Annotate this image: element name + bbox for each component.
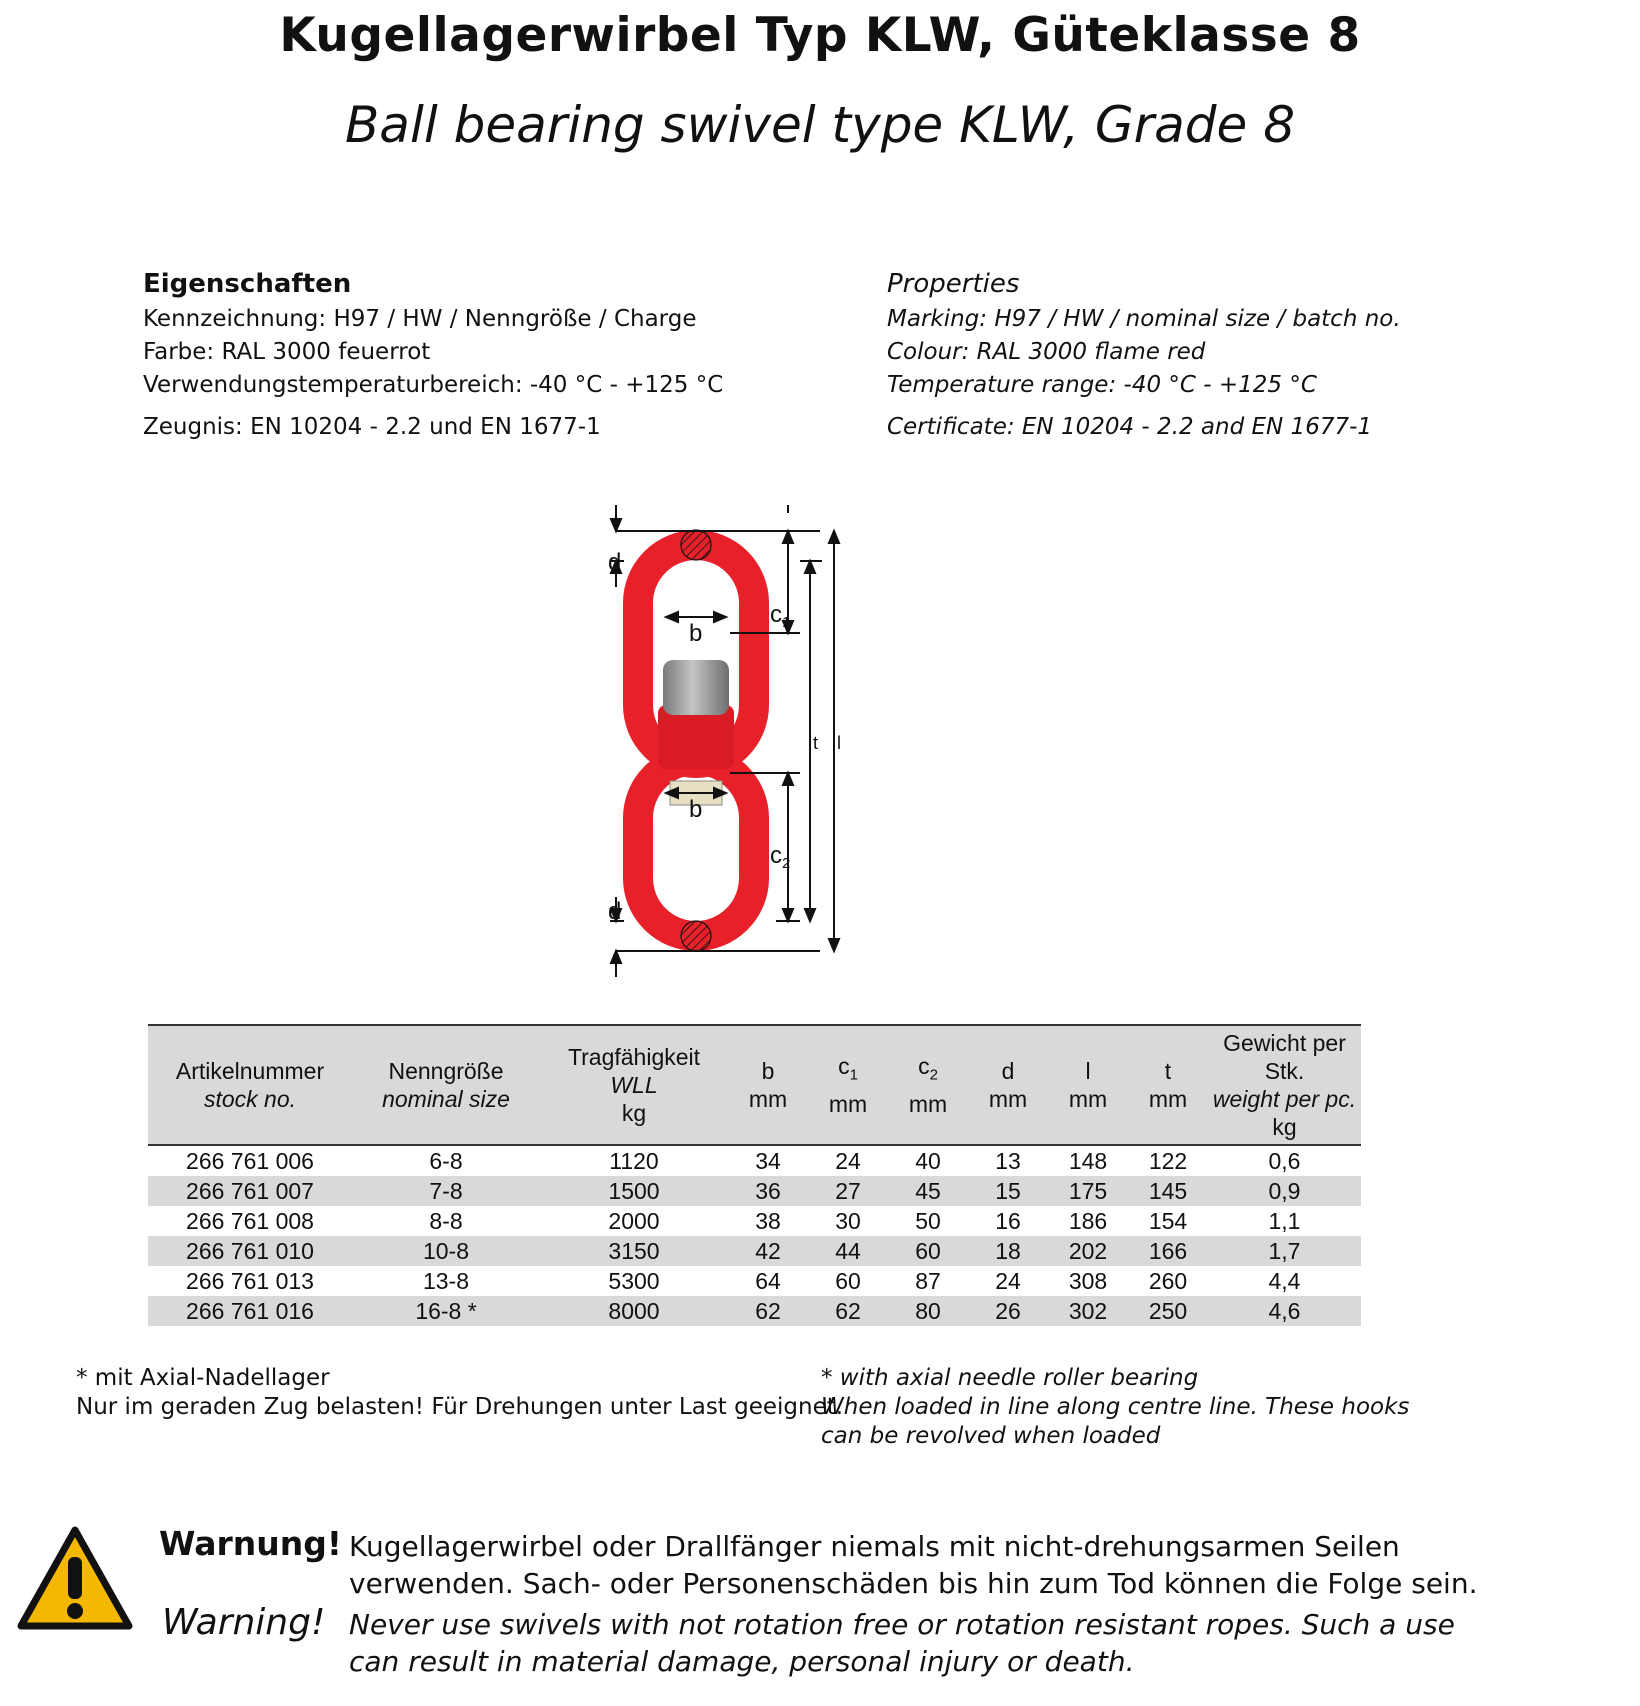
table-cell: 166 xyxy=(1148,1238,1188,1264)
label-b-upper: b xyxy=(689,620,703,647)
table-cell: 80 xyxy=(915,1298,941,1324)
warning-text-de: Kugellagerwirbel oder Drallfänger niemals mit nicht-drehungsarmen Seilen verwenden. Sach- oder Personenschäden bis hin zum Tod können die Folge sein. xyxy=(349,1530,1478,1600)
header-nominal-size: Nenngröße nominal size xyxy=(382,1058,510,1112)
table-cell: 18 xyxy=(995,1238,1021,1264)
table-cell: 145 xyxy=(1148,1178,1188,1204)
table-cell: 266 761 006 xyxy=(186,1148,314,1174)
page-title: Kugellagerwirbel Typ KLW, Güteklasse 8 xyxy=(279,8,1361,63)
table-cell: 10-8 xyxy=(422,1238,470,1264)
table-row xyxy=(148,1266,1361,1296)
table-cell: 60 xyxy=(835,1268,861,1294)
table-cell: 148 xyxy=(1068,1148,1108,1174)
table-cell: 15 xyxy=(995,1178,1021,1204)
label-b-lower: b xyxy=(689,796,703,823)
table-cell: 16-8 * xyxy=(415,1298,477,1324)
page-subtitle: Ball bearing swivel type KLW, Grade 8 xyxy=(345,96,1295,154)
table-cell: 0,6 xyxy=(1268,1148,1301,1174)
table-cell: 250 xyxy=(1148,1298,1188,1324)
warning-triangle-icon xyxy=(16,1525,134,1631)
table-cell: 8000 xyxy=(608,1298,660,1324)
table-cell: 16 xyxy=(995,1208,1021,1234)
warning-label-en: Warning! xyxy=(162,1602,326,1643)
header-stock-no: Artikelnummer stock no. xyxy=(175,1058,325,1112)
usage-note-de: Nur im geraden Zug belasten! Für Drehungen unter Last geeignet. xyxy=(76,1394,844,1420)
table-cell: 7-8 xyxy=(429,1178,463,1204)
label-c2: $c_2$ xyxy=(770,842,791,872)
table-row xyxy=(148,1236,1361,1266)
properties-heading-de: Eigenschaften xyxy=(143,269,352,299)
usage-note-en: When loaded in line along centre line. These hooks can be revolved when loaded xyxy=(821,1394,1410,1449)
table-cell: 266 761 007 xyxy=(186,1178,314,1204)
notes-de xyxy=(76,1364,843,1422)
temperature-de: Verwendungstemperaturbereich: -40 °C - +125 °C xyxy=(143,372,724,398)
table-cell: 40 xyxy=(915,1148,941,1174)
table-cell: 26 xyxy=(995,1298,1021,1324)
table-row xyxy=(148,1176,1361,1206)
bolt xyxy=(663,660,729,715)
header-weight: Gewicht per Stk. weight per pc. kg xyxy=(1212,1030,1357,1140)
swivel-dimension-diagram xyxy=(610,505,910,975)
label-c1: $c_1$ xyxy=(770,601,791,631)
footnote-de: * mit Axial-Nadellager xyxy=(76,1365,330,1391)
footnote-en: * with axial needle roller bearing xyxy=(821,1365,1199,1391)
table-cell: 4,6 xyxy=(1268,1298,1301,1324)
colour-en: Colour: RAL 3000 flame red xyxy=(887,339,1206,365)
table-cell: 2000 xyxy=(608,1208,660,1234)
table-cell: 175 xyxy=(1068,1178,1108,1204)
table-cell: 4,4 xyxy=(1268,1268,1301,1294)
table-cell: 266 761 016 xyxy=(186,1298,314,1324)
table-cell: 50 xyxy=(915,1208,941,1234)
label-d-bottom: d xyxy=(608,898,622,925)
header-c2: $c_2$ mm xyxy=(908,1053,948,1117)
table-cell: 34 xyxy=(755,1148,781,1174)
certificate-en: Certificate: EN 10204 - 2.2 and EN 1677-1 xyxy=(887,414,1373,440)
table-cell: 6-8 xyxy=(429,1148,463,1174)
table-cell: 202 xyxy=(1068,1238,1108,1264)
properties-en xyxy=(887,268,1401,444)
table-cell: 154 xyxy=(1148,1208,1188,1234)
table-cell: 64 xyxy=(755,1268,781,1294)
notes-en xyxy=(821,1364,1421,1451)
warning-label-de: Warnung! xyxy=(159,1524,342,1563)
table-cell: 1,7 xyxy=(1268,1238,1301,1264)
table-row xyxy=(148,1145,1361,1176)
table-cell: 266 761 008 xyxy=(186,1208,314,1234)
table-cell: 8-8 xyxy=(429,1208,463,1234)
header-b: b mm xyxy=(748,1058,788,1112)
label-l: l xyxy=(837,733,841,753)
table-cell: 44 xyxy=(835,1238,861,1264)
table-cell: 38 xyxy=(755,1208,781,1234)
temperature-en: Temperature range: -40 °C - +125 °C xyxy=(887,372,1317,398)
table-cell: 5300 xyxy=(608,1268,660,1294)
marking-de: Kennzeichnung: H97 / HW / Nenngröße / Charge xyxy=(143,306,697,332)
table-cell: 45 xyxy=(915,1178,941,1204)
table-cell: 1,1 xyxy=(1268,1208,1301,1234)
certificate-de: Zeugnis: EN 10204 - 2.2 und EN 1677-1 xyxy=(143,414,601,440)
table-cell: 266 761 013 xyxy=(186,1268,314,1294)
table-cell: 24 xyxy=(835,1148,861,1174)
table-cell: 186 xyxy=(1068,1208,1108,1234)
table-cell: 60 xyxy=(915,1238,941,1264)
table-row xyxy=(148,1296,1361,1326)
table-cell: 62 xyxy=(755,1298,781,1324)
table-cell: 302 xyxy=(1068,1298,1108,1324)
label-d-top: d xyxy=(608,549,622,576)
table-cell: 3150 xyxy=(608,1238,660,1264)
table-cell: 87 xyxy=(915,1268,941,1294)
table-cell: 42 xyxy=(755,1238,781,1264)
header-d: d mm xyxy=(988,1058,1028,1112)
marking-en: Marking: H97 / HW / nominal size / batch no. xyxy=(887,306,1401,332)
table-cell: 30 xyxy=(835,1208,861,1234)
table-row xyxy=(148,1206,1361,1236)
table-cell: 1120 xyxy=(609,1148,659,1174)
table-cell: 266 761 010 xyxy=(186,1238,314,1264)
header-l: l mm xyxy=(1068,1058,1108,1112)
properties-de xyxy=(143,268,723,444)
table-cell: 13 xyxy=(995,1148,1021,1174)
table-cell: 13-8 xyxy=(422,1268,470,1294)
table-cell: 0,9 xyxy=(1268,1178,1301,1204)
table-cell: 36 xyxy=(755,1178,781,1204)
specification-table xyxy=(148,1024,1361,1326)
table-cell: 62 xyxy=(835,1298,861,1324)
header-t: t mm xyxy=(1148,1058,1188,1112)
colour-de: Farbe: RAL 3000 feuerrot xyxy=(143,339,431,365)
table-cell: 24 xyxy=(995,1268,1021,1294)
table-cell: 122 xyxy=(1148,1148,1188,1174)
header-wll: Tragfähigkeit WLL kg xyxy=(567,1044,701,1126)
table-cell: 308 xyxy=(1068,1268,1108,1294)
table-header-row xyxy=(148,1025,1361,1145)
header-c1: $c_1$ mm xyxy=(828,1053,868,1117)
table-cell: 260 xyxy=(1148,1268,1188,1294)
properties-heading-en: Properties xyxy=(887,269,1020,299)
section-top xyxy=(681,530,711,560)
label-t: t xyxy=(813,733,819,753)
table-cell: 27 xyxy=(835,1178,861,1204)
warning-text-en: Never use swivels with not rotation free or rotation resistant ropes. Such a use can result in material damage, personal injury or death. xyxy=(349,1608,1455,1678)
table-cell: 1500 xyxy=(608,1178,660,1204)
section-bottom xyxy=(681,921,711,951)
